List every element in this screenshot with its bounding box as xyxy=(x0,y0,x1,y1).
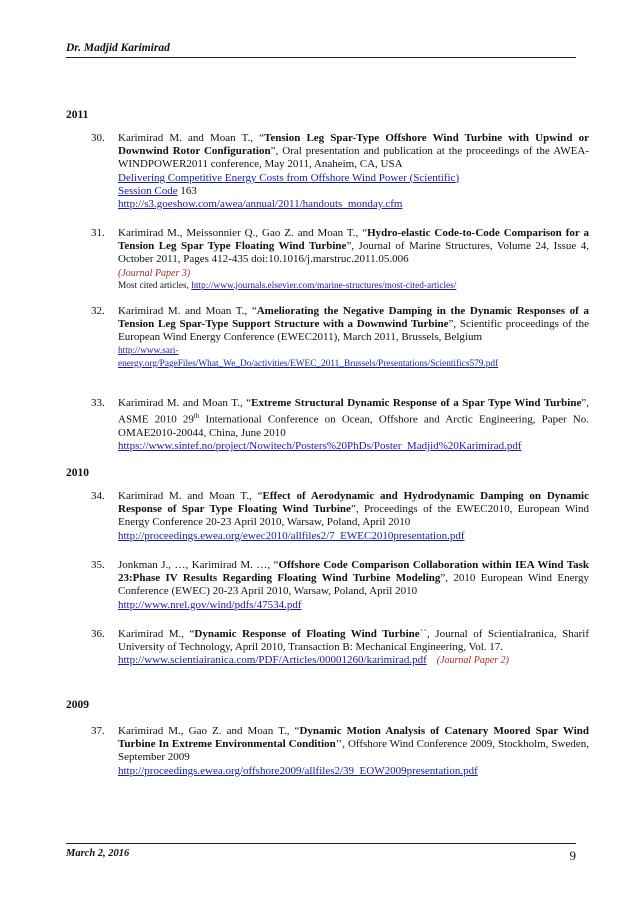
entry-details-cont: International Conference on Ocean, Offshore and Arctic Engineering, Paper No. OMAE2010-20044, China, June 2010 xyxy=(118,413,590,440)
entry-authors: Karimirad M. and Moan T., “ xyxy=(118,132,265,144)
entry-number: 30. xyxy=(91,132,105,144)
entry-authors: Karimirad M. and Moan T., “ xyxy=(118,490,263,502)
page-header xyxy=(66,42,576,58)
sari-energy-link[interactable]: http://www.sari- xyxy=(118,345,179,356)
poster-link[interactable]: https://www.sintef.no/project/Nowitech/Posters%20PhDs/Poster_Madjid%20Karimirad.pdf xyxy=(118,440,522,453)
session-code-value: 163 xyxy=(177,184,197,197)
entry-number: 33. xyxy=(91,397,105,409)
reference-entry-36 xyxy=(91,628,589,668)
entry-details: ”, Journal of Marine Structures, Volume 24, Issue 4, October 2011, Pages 412-435 doi:10.1016/j.marstruc.2011.05.006 xyxy=(118,240,589,266)
nrel-link[interactable]: http://www.nrel.gov/wind/pdfs/47534.pdf xyxy=(118,598,302,611)
entry-details: ``, Journal of ScientiaIranica, Sharif University of Technology, April 2010, Transaction B: Mechanical Engineering, Vol. 17. xyxy=(118,628,590,654)
cited-articles-link[interactable]: http://www.journals.elsevier.com/marine-structures/most-cited-articles/ xyxy=(191,280,457,291)
entry-details: ”, 2010 European Wind Energy Conference (EWEC) 20-23 April 2010, Warsaw, Poland, April 2010 xyxy=(118,572,589,598)
entry-details: ”, ASME 2010 29 xyxy=(118,397,589,426)
entry-authors: Jonkman J., …, Karimirad M. …, “ xyxy=(118,559,279,571)
session-link[interactable]: Delivering Competitive Energy Costs from Offshore Wind Power (Scientific) xyxy=(118,171,460,184)
session-code-link[interactable]: Session Code xyxy=(118,184,178,197)
reference-entry-32 xyxy=(91,305,589,371)
reference-entry-30 xyxy=(91,132,589,211)
entry-title: Dynamic Motion Analysis of Catenary Moored Spar Wind Turbine In Extreme Environmental Condition xyxy=(118,725,589,751)
page-number: 9 xyxy=(569,848,576,863)
footer-date: March 2, 2016 xyxy=(66,848,130,859)
entry-details: ’’, Offshore Wind Conference 2009, Stockholm, Sweden, September 2009 xyxy=(118,738,589,764)
entry-authors: Karimirad M. and Moan T., “ xyxy=(118,305,257,317)
year-heading: 2010 xyxy=(66,467,89,479)
reference-entry-34 xyxy=(91,490,589,543)
entry-details: ”, Oral presentation and publication at the proceedings of the AWEA-WINDPOWER2011 conference, May 2011, Anaheim, CA, USA xyxy=(118,145,589,171)
cited-label: Most cited articles, xyxy=(118,280,192,291)
year-heading: 2011 xyxy=(66,109,89,121)
entry-title: Effect of Aerodynamic and Hydrodynamic Damping on Dynamic Response of Spar Type Floating Wind Turbine xyxy=(118,490,589,516)
ewec2010-link[interactable]: http://proceedings.ewea.org/ewec2010/allfiles2/7_EWEC2010presentation.pdf xyxy=(118,529,465,542)
entry-title: Hydro-elastic Code-to-Code Comparison for a Tension Leg Spar Type Floating Wind Turbine xyxy=(118,227,589,253)
entry-number: 35. xyxy=(91,559,105,571)
journal-paper-label: (Journal Paper 3) xyxy=(118,267,191,279)
entry-number: 37. xyxy=(91,725,105,737)
author-name: Dr. Madjid Karimirad xyxy=(66,42,170,54)
entry-authors: Karimirad M., “ xyxy=(118,628,195,640)
entry-details: ”, Scientific proceedings of the European Wind Energy Conference (EWEC2011), March 2011, Brussels, Belgium xyxy=(118,318,589,344)
entry-number: 31. xyxy=(91,227,105,239)
reference-entry-33 xyxy=(91,397,589,453)
entry-title: Dynamic Response of Floating Wind Turbine xyxy=(194,628,420,640)
reference-entry-37 xyxy=(91,725,589,778)
entry-authors: Karimirad M. and Moan T., “ xyxy=(118,397,252,409)
entry-authors: Karimirad M., Gao Z. and Moan T., “ xyxy=(118,725,300,737)
scientia-iranica-link[interactable]: http://www.scientiairanica.com/PDF/Articles/00001260/karimirad.pdf xyxy=(118,654,427,667)
journal-paper-label: (Journal Paper 2) xyxy=(436,655,509,667)
entry-number: 36. xyxy=(91,628,105,640)
entry-details: ”, Proceedings of the EWEC2010, European Wind Energy Conference 20-23 April 2010, Warsaw, Poland, April 2010 xyxy=(118,503,590,529)
handouts-link[interactable]: http://s3.goeshow.com/awea/annual/2011/handouts_monday.cfm xyxy=(118,198,403,211)
entry-title: Tension Leg Spar-Type Offshore Wind Turbine with Upwind or Downwind Rotor Configuration xyxy=(118,132,589,158)
page-footer xyxy=(66,843,576,863)
sari-energy-link-cont[interactable]: energy.org/PageFiles/What_We_Do/activities/EWEC_2011_Brussels/Presentations/Scientifics579.pdf xyxy=(118,358,499,369)
entry-number: 34. xyxy=(91,490,105,502)
entry-title: Offshore Code Comparison Collaboration within IEA Wind Task 23:Phase IV Results Regarding Floating Wind Turbine Modeling xyxy=(118,559,589,585)
ordinal-suffix: th xyxy=(193,412,200,421)
reference-entry-31 xyxy=(91,227,589,293)
year-heading: 2009 xyxy=(66,699,89,711)
eow2009-link[interactable]: http://proceedings.ewea.org/offshore2009/allfiles2/39_EOW2009presentation.pdf xyxy=(118,764,478,777)
entry-authors: Karimirad M., Meissonnier Q., Gao Z. and Moan T., “ xyxy=(118,227,368,239)
entry-title: Extreme Structural Dynamic Response of a Spar Type Wind Turbine xyxy=(251,397,582,409)
entry-number: 32. xyxy=(91,305,105,317)
reference-entry-35 xyxy=(91,559,589,612)
entry-title: Ameliorating the Negative Damping in the Dynamic Responses of a Tension Leg Spar-Type Support Structure with a Downwind Turbine xyxy=(118,305,589,331)
